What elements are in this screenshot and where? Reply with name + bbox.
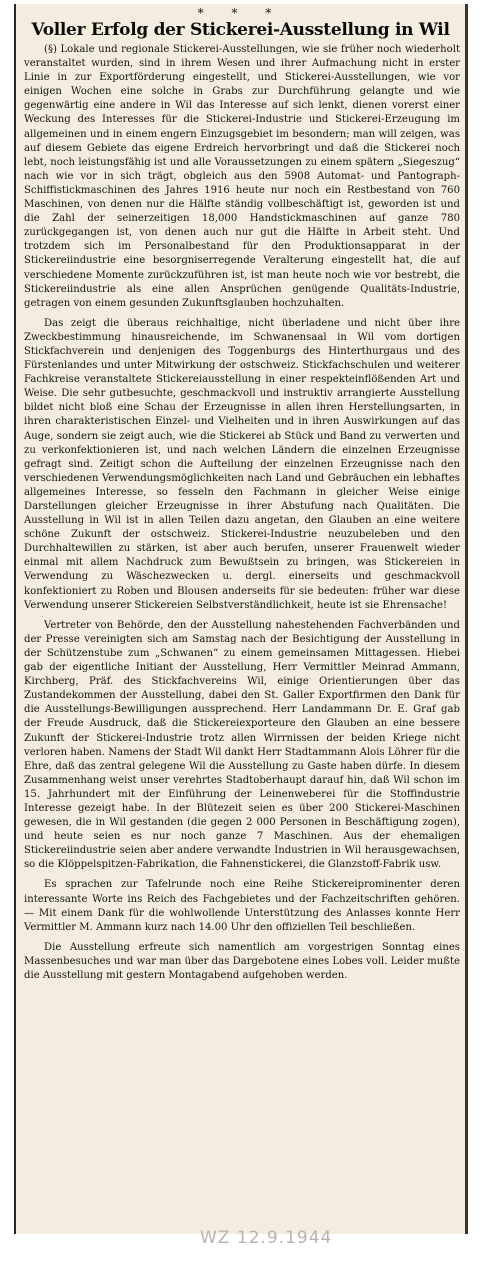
article-paragraph: Die Ausstellung erfreute sich namentlich am vorgestrigen Sonntag eines Massenbesuches und war man über das Dargebotene eines Lobes voll. Leider mußte die Ausstellung mit gestern Montagabend aufgehoben werden. [24, 941, 460, 981]
article-paragraph: Es sprachen zur Tafelrunde noch eine Reihe Stickereiprominenter deren interessante Worte ins Reich des Fachgebietes und der Fachzeitschriften gehören. — Mit einem Dank für die wohlwollende Unterstützung des Anlasses konnte Herr Vermittler M. Ammann kurz nach 14.00 Uhr den offiziellen Teil beschließen. [24, 879, 460, 933]
newspaper-clipping [14, 4, 468, 1234]
article-paragraph: (§) Lokale und regionale Stickerei-Ausstellungen, wie sie früher noch wiederholt veranstaltet wurden, sind in ihrem Wesen und ihrer Aufmachung nicht in erster Linie in zur Exportförderung eingestellt, und Stickerei-Ausstellungen, wie vor einigen Wochen eine solche in Grabs zur Durchführung gelangte und wie gegenwärtig eine andere in Wil das Interesse auf sich lenkt, dienen vorerst einer Weckung des Interesses für die Stickerei-Industrie und Stickerei-Erzeugung im allgemeinen und in einem engern Einzugsgebiet im besondern; man will zeigen, was auf diesem Gebiete das eigene Erdreich hervorbringt und daß die Stickerei noch lebt, noch leistungsfähig ist und alle Voraussetzungen zu einem spätern „Siegeszug“ nach wie vor in sich trägt, obgleich aus den 5908 Automat- und Pantograph-Schiffistickmaschinen des Jahres 1916 heute nur noch ein Restbestand von 760 Maschinen, von denen nur die Hälfte ständig vollbeschäftigt ist, geworden ist und die Zahl der seinerzeitigen 18,000 Handstickmaschinen auf ganze 780 zurückgegangen ist, von denen auch nur gut die Hälfte in Arbeit steht. Und trotzdem sich im Personalbestand für den Produktionsapparat in der Stickereiindustrie eine besorgniserregende Veralterung eingestellt hat, die auf verschiedene Momente zurückzuführen ist, ist man heute noch wie vor bestrebt, die Stickereiindustrie als eine allen Ansprüchen genügende Qualitäts-Industrie, getragen von einem gesunden Zukunftsglauben hochzuhalten. [24, 44, 460, 309]
article-body [16, 43, 465, 983]
separator-stars: * * * [197, 6, 284, 20]
article-paragraph: Vertreter von Behörde, den der Ausstellung nahestehenden Fachverbänden und der Presse vereinigten sich am Samstag nach der Besichtigung der Ausstellung in der Schützenstube zum „Schwanen“ zu einem gemeinsamen Mittagessen. Hiebei gab der eigentliche Initiant der Ausstellung, Herr Vermittler Meinrad Ammann, Kirchberg, Präf. des Stickfachvereins Wil, einige Orientierungen über das Zustandekommen der Ausstellung, dabei den St. Galler Exportfirmen den Dank für die Ausstellungs-Bewilligungen aussprechend. Herr Landammann Dr. E. Graf gab der Freude Ausdruck, daß die Stickereiexporteure den Glauben an eine bessere Zukunft der Stickerei-Industrie trotz allen Wirrnissen der beiden Kriege nicht verloren haben. Namens der Stadt Wil dankt Herr Stadtammann Alois Löhrer für die Ehre, daß das zentral gelegene Wil die Ausstellung zu Gaste haben dürfe. In diesem Zusammenhang weist unser verehrtes Stadtoberhaupt darauf hin, daß Wil schon im 15. Jahrhundert mit der Einführung der Leinenweberei für die Stoffindustrie Interesse gezeigt habe. In der Blütezeit seien es über 200 Stickerei-Maschinen gewesen, die in Wil gestanden (die gegen 2 000 Personen in Beschäftigung zogen), und heute seien es nur noch ganze 7 Maschinen. Aus der ehemaligen Stickereiindustrie seien aber andere verwandte Industrien in Wil herausgewachsen, so die Klöppelspitzen-Fabrikation, die Fahnenstickerei, die Glanzstoff-Fabrik usw. [24, 619, 460, 871]
article-headline: Voller Erfolg der Stickerei-Ausstellung in Wil [31, 20, 450, 40]
archive-date-stamp: WZ 12.9.1944 [200, 1228, 333, 1248]
article-paragraph: Das zeigt die überaus reichhaltige, nicht überladene und nicht über ihre Zweckbestimmung hinausreichende, im Schwanensaal in Wil vom dortigen Stickfachverein und denjenigen des Toggenburgs des Hinterthurgaus und des Fürstenlandes und unter Mitwirkung der ostschweiz. Stickfachschulen und weiterer Fachkreise veranstaltete Stickereiausstellung in einer respekteinflößenden Art und Weise. Die sehr gutbesuchte, geschmackvoll und instruktiv arrangierte Ausstellung bildet nicht bloß eine Schau der Erzeugnisse in allen ihren Herstellungsarten, in ihren charakteristischen Einzel- und Vielheiten und in ihren Auswirkungen auf das Auge, sondern sie zeigt auch, wie die Stickerei ab Stück und Band zu verwerten und zu verkonfektionieren ist, und nach welchen Ländern die einzelnen Erzeugnisse gefragt sind. Zeitigt schon die Aufteilung der einzelnen Erzeugnisse nach den verschiedenen Verwendungsmöglichkeiten nach Land und Gebräuchen ein lebhaftes allgemeines Interesse, so fesseln den Fachmann in gleicher Weise einige Darstellungen gleicher Erzeugnisse in ihrer Abstufung nach Qualitäten. Die Ausstellung in Wil ist in allen Teilen dazu angetan, den Glauben an eine weitere schöne Zukunft der ostschweiz. Stickerei-Industrie neuzubeleben und den Durchhaltewillen zu stärken, ist aber auch berufen, unserer Frauenwelt wieder einmal mit allem Nachdruck zum Bewußtsein zu bringen, was Stickereien in Verwendung zu Wäschezwecken u. dergl. einerseits und geschmackvoll konfektioniert zu Roben und Blousen anderseits für sie bedeuten: früher war diese Verwendung unserer Stickereien Selbstverständlichkeit, heute ist sie Ehrensache! [24, 317, 460, 611]
